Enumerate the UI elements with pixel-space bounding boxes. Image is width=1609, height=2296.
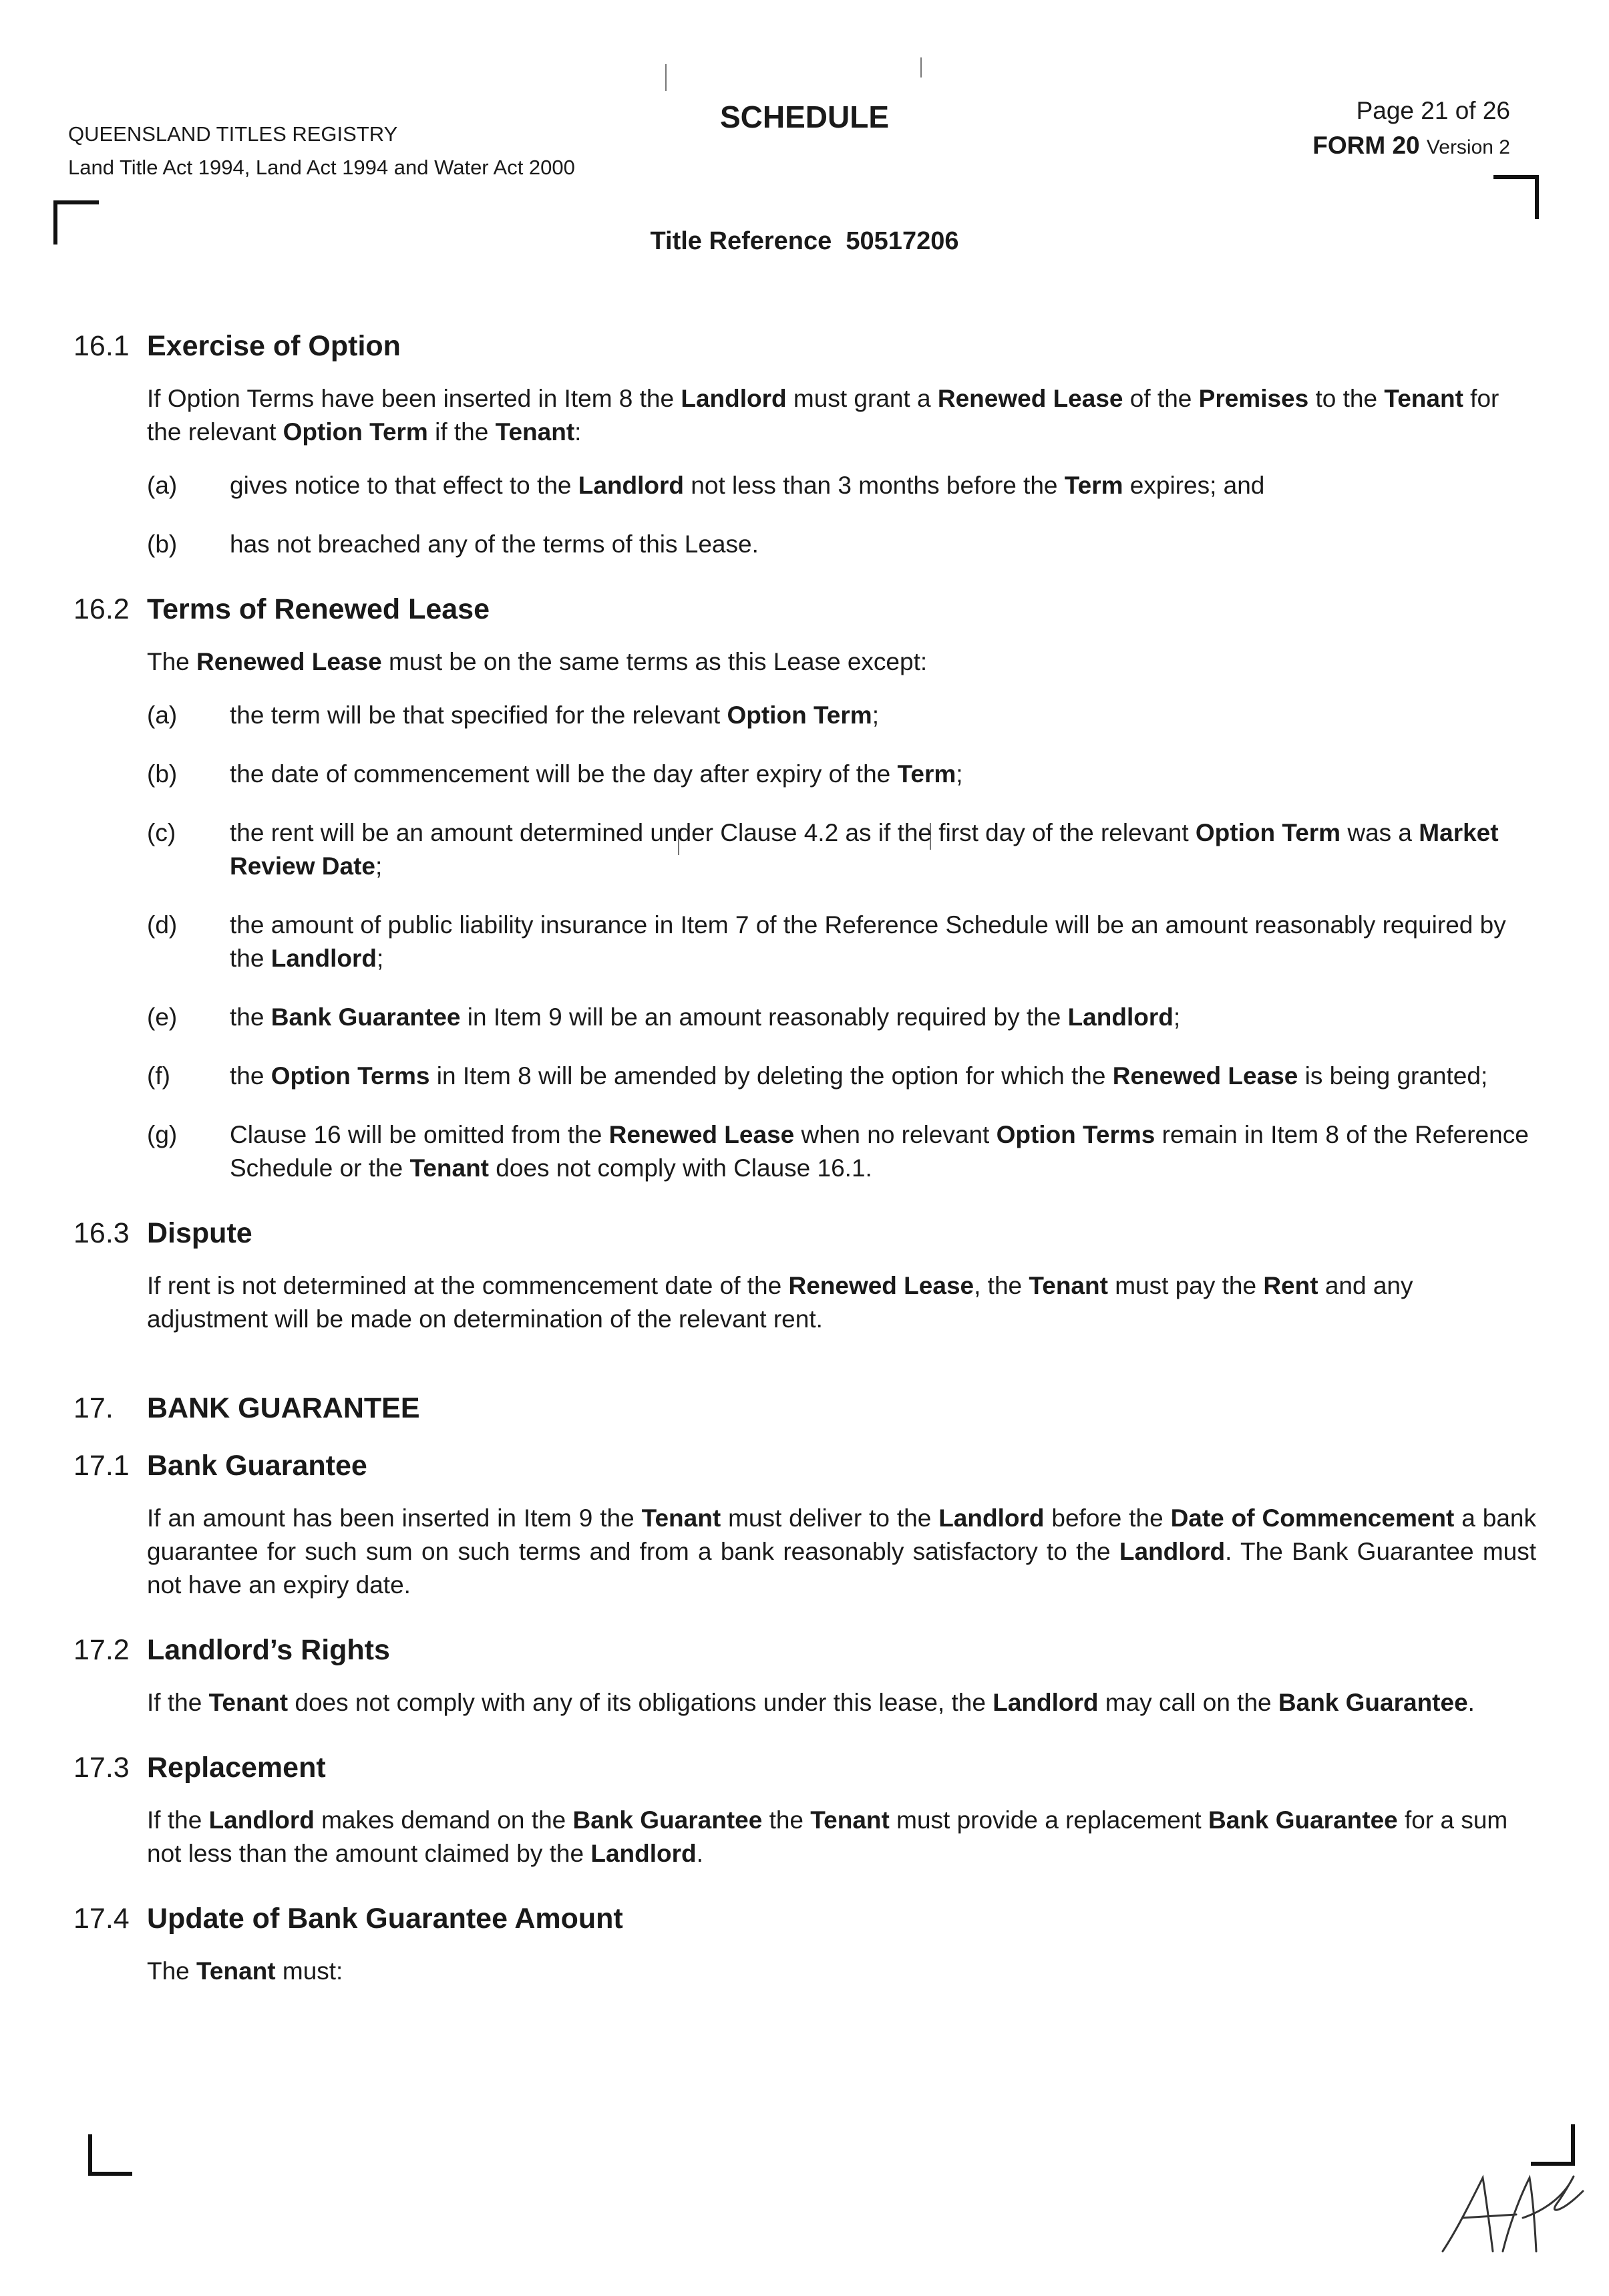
text-run: the — [230, 1062, 271, 1090]
defined-term: Rent — [1263, 1272, 1318, 1299]
defined-term: Tenant — [409, 1154, 490, 1182]
section-title: Landlord’s Rights — [147, 1634, 390, 1666]
defined-term: Landlord — [271, 945, 377, 972]
text-run: in Item 8 will be amended by deleting the option for which the — [429, 1062, 1113, 1090]
text-run: , the — [974, 1272, 1029, 1299]
text-run: to the — [1308, 385, 1385, 412]
list-item-label: (b) — [147, 760, 178, 788]
registry-acts: Land Title Act 1994, Land Act 1994 and Water Act 2000 — [68, 156, 575, 179]
list-item — [147, 1059, 1536, 1093]
defined-term: Market Review Date — [230, 819, 1499, 880]
list-item — [147, 469, 1536, 502]
section-title: Exercise of Option — [147, 330, 401, 362]
text-run: the rent will be an amount determined under Clause 4.2 as if the first day of the relevant — [230, 819, 1196, 846]
section-paragraph — [147, 1804, 1536, 1870]
section-paragraph — [147, 382, 1536, 449]
crop-mark-bottom-left — [88, 2134, 132, 2176]
text-run: If Option Terms have been inserted in Item 8 the — [147, 385, 681, 412]
defined-term: Tenant — [196, 1957, 276, 1985]
text-run: . — [1467, 1689, 1475, 1716]
text-run: when no relevant — [794, 1121, 997, 1148]
defined-term: Landlord — [681, 385, 787, 412]
form-number: FORM 20 — [1312, 132, 1420, 159]
section-paragraph — [147, 645, 1536, 679]
text-run: The — [147, 1957, 197, 1985]
list-item-label: (a) — [147, 701, 178, 729]
section-16-2 — [73, 591, 1536, 1185]
text-run: was a — [1340, 819, 1419, 846]
list-item-label: (g) — [147, 1121, 178, 1148]
clause-17-heading — [73, 1389, 1536, 1427]
defined-term: Date of Commencement — [1170, 1504, 1455, 1532]
section-number: 17.1 — [73, 1450, 130, 1482]
defined-term: Option Term — [727, 701, 872, 729]
defined-term: Landlord — [578, 472, 685, 499]
list-item-text — [230, 1059, 1536, 1093]
list-item-label: (c) — [147, 819, 176, 846]
list-item — [147, 816, 1536, 883]
scan-mark — [665, 64, 667, 91]
section-paragraph — [147, 1686, 1536, 1719]
text-run: before the — [1044, 1504, 1171, 1532]
defined-term: Tenant — [641, 1504, 721, 1532]
list-item-label: (e) — [147, 1003, 178, 1031]
section-heading — [73, 327, 1536, 365]
section-paragraph — [147, 1955, 1536, 1988]
list-item-label: (d) — [147, 911, 178, 939]
text-run: the date of commencement will be the day after expiry of the — [230, 760, 898, 788]
text-run: and any adjustment will be made on determination of the relevant rent. — [147, 1272, 1413, 1333]
defined-term: Landlord — [1067, 1003, 1174, 1031]
defined-term: Landlord — [938, 1504, 1045, 1532]
list-item — [147, 528, 1536, 561]
initials-signature — [1429, 2151, 1590, 2265]
defined-term: Renewed Lease — [608, 1121, 795, 1148]
text-run: may call on the — [1098, 1689, 1278, 1716]
defined-term: Renewed Lease — [196, 648, 382, 675]
text-run: the — [230, 1003, 271, 1031]
text-run: not less than 3 months before the — [684, 472, 1065, 499]
crop-mark-top-right — [1493, 175, 1539, 219]
text-run: of the — [1123, 385, 1199, 412]
defined-term: Landlord — [993, 1689, 1099, 1716]
defined-term: Tenant — [810, 1806, 890, 1834]
text-run: must grant a — [786, 385, 938, 412]
scan-mark — [920, 57, 922, 77]
title-reference-number: 50517206 — [846, 227, 959, 255]
list-item-text — [230, 1001, 1536, 1034]
defined-term: Term — [1064, 472, 1123, 499]
text-run: The — [147, 648, 197, 675]
version-label: Version 2 — [1426, 136, 1510, 158]
text-run: for a sum not less than the amount claimed by the — [147, 1806, 1508, 1867]
defined-term: Landlord — [1119, 1538, 1226, 1565]
defined-term: Tenant — [208, 1689, 289, 1716]
section-heading — [73, 1631, 1536, 1669]
section-number: 17.2 — [73, 1634, 130, 1666]
section-number: 16.3 — [73, 1217, 130, 1249]
text-run: If an amount has been inserted in Item 9 the — [147, 1504, 642, 1532]
text-run: ; — [375, 852, 383, 880]
text-run: ; — [376, 945, 384, 972]
defined-term: Renewed Lease — [937, 385, 1123, 412]
text-run: must: — [275, 1957, 343, 1985]
defined-term: Option Term — [283, 418, 428, 446]
section-paragraph — [147, 1269, 1536, 1336]
list-item-text — [230, 699, 1536, 732]
document-body — [73, 327, 1536, 2017]
section-heading — [73, 1447, 1536, 1484]
section-heading — [73, 1214, 1536, 1252]
section-title: Terms of Renewed Lease — [147, 593, 490, 625]
defined-term: Bank Guarantee — [271, 1003, 461, 1031]
text-run: : — [574, 418, 582, 446]
section-number: 16.2 — [73, 593, 130, 625]
clause-title: BANK GUARANTEE — [147, 1392, 420, 1424]
defined-term: Bank Guarantee — [1208, 1806, 1398, 1834]
list-item-label: (f) — [147, 1062, 170, 1090]
section-number: 17.3 — [73, 1752, 130, 1784]
section-paragraph — [147, 1502, 1536, 1602]
text-run: the term will be that specified for the relevant — [230, 701, 727, 729]
section-number: 17.4 — [73, 1903, 130, 1935]
text-run: gives notice to that effect to the — [230, 472, 578, 499]
page-info — [1312, 94, 1510, 165]
list-item — [147, 758, 1536, 791]
registry-name: QUEENSLAND TITLES REGISTRY — [68, 122, 398, 146]
defined-term: Landlord — [208, 1806, 315, 1834]
section-17-4 — [73, 1900, 1536, 1988]
text-run: Clause 16 will be omitted from the — [230, 1121, 609, 1148]
defined-term: Term — [897, 760, 956, 788]
defined-term: Option Terms — [996, 1121, 1155, 1148]
title-reference — [0, 227, 1609, 256]
defined-term: Landlord — [590, 1840, 697, 1867]
page-number: Page 21 of 26 — [1356, 97, 1510, 124]
defined-term: Renewed Lease — [1112, 1062, 1298, 1090]
text-run: . — [696, 1840, 703, 1867]
list-item-label: (a) — [147, 472, 178, 499]
text-run: does not comply with Clause 16.1. — [489, 1154, 872, 1182]
list-item-text — [230, 528, 1536, 561]
form-version — [1312, 128, 1510, 165]
title-reference-label: Title Reference — [650, 227, 832, 255]
defined-term: Option Terms — [271, 1062, 430, 1090]
text-run: for the relevant — [147, 385, 1499, 446]
crop-mark-top-left — [53, 200, 99, 244]
defined-term: Option Term — [1195, 819, 1341, 846]
section-title: Replacement — [147, 1752, 326, 1784]
list-item-text — [230, 1118, 1536, 1185]
section-title: Update of Bank Guarantee Amount — [147, 1903, 623, 1935]
clause-number: 17. — [73, 1392, 114, 1424]
text-run: ; — [872, 701, 879, 729]
text-run: does not comply with any of its obligations under this lease, the — [288, 1689, 993, 1716]
defined-term: Bank Guarantee — [1278, 1689, 1468, 1716]
text-run: the — [762, 1806, 811, 1834]
section-17-2 — [73, 1631, 1536, 1719]
section-16-3 — [73, 1214, 1536, 1336]
text-run: must provide a replacement — [889, 1806, 1208, 1834]
defined-term: Tenant — [495, 418, 575, 446]
section-title: Dispute — [147, 1217, 252, 1249]
section-title: Bank Guarantee — [147, 1450, 367, 1482]
item-list — [73, 699, 1536, 1185]
text-run: If the — [147, 1689, 209, 1716]
list-item — [147, 1001, 1536, 1034]
text-run: If rent is not determined at the commencement date of the — [147, 1272, 789, 1299]
list-item-text — [230, 909, 1536, 975]
defined-term: Tenant — [1029, 1272, 1108, 1299]
section-heading — [73, 1900, 1536, 1937]
item-list — [73, 469, 1536, 561]
text-run: if the — [427, 418, 496, 446]
defined-term: Bank Guarantee — [572, 1806, 763, 1834]
list-item-text — [230, 469, 1536, 502]
text-run: ; — [956, 760, 963, 788]
text-run: ; — [1173, 1003, 1181, 1031]
list-item-text — [230, 758, 1536, 791]
section-heading — [73, 1749, 1536, 1786]
list-item — [147, 909, 1536, 975]
text-run: expires; and — [1123, 472, 1265, 499]
text-run: If the — [147, 1806, 209, 1834]
list-item-text — [230, 816, 1536, 883]
defined-term: Renewed Lease — [788, 1272, 974, 1299]
text-run: makes demand on the — [314, 1806, 573, 1834]
list-item-label: (b) — [147, 530, 178, 558]
section-16-1 — [73, 327, 1536, 561]
text-run: must pay the — [1107, 1272, 1264, 1299]
text-run: a bank guarantee for such sum on such terms and from a bank reasonably satisfactory to the — [147, 1504, 1536, 1565]
text-run: . The Bank Guarantee must not have an expiry date. — [147, 1538, 1536, 1599]
text-run: the amount of public liability insurance in Item 7 of the Reference Schedule will be an amount reasonably required by the — [230, 911, 1506, 972]
defined-term: Tenant — [1384, 385, 1463, 412]
text-run: must deliver to the — [721, 1504, 939, 1532]
text-run: is being granted; — [1298, 1062, 1488, 1090]
text-run: remain in Item 8 of the Reference Schedule or the — [230, 1121, 1529, 1182]
section-number: 16.1 — [73, 330, 130, 362]
text-run: has not breached any of the terms of this Lease. — [230, 530, 759, 558]
text-run: must be on the same terms as this Lease except: — [381, 648, 928, 675]
section-17-1 — [73, 1447, 1536, 1602]
section-heading — [73, 591, 1536, 628]
section-17-3 — [73, 1749, 1536, 1870]
list-item — [147, 699, 1536, 732]
schedule-title: SCHEDULE — [719, 100, 890, 134]
list-item — [147, 1118, 1536, 1185]
text-run: in Item 9 will be an amount reasonably required by the — [460, 1003, 1068, 1031]
defined-term: Premises — [1198, 385, 1309, 412]
